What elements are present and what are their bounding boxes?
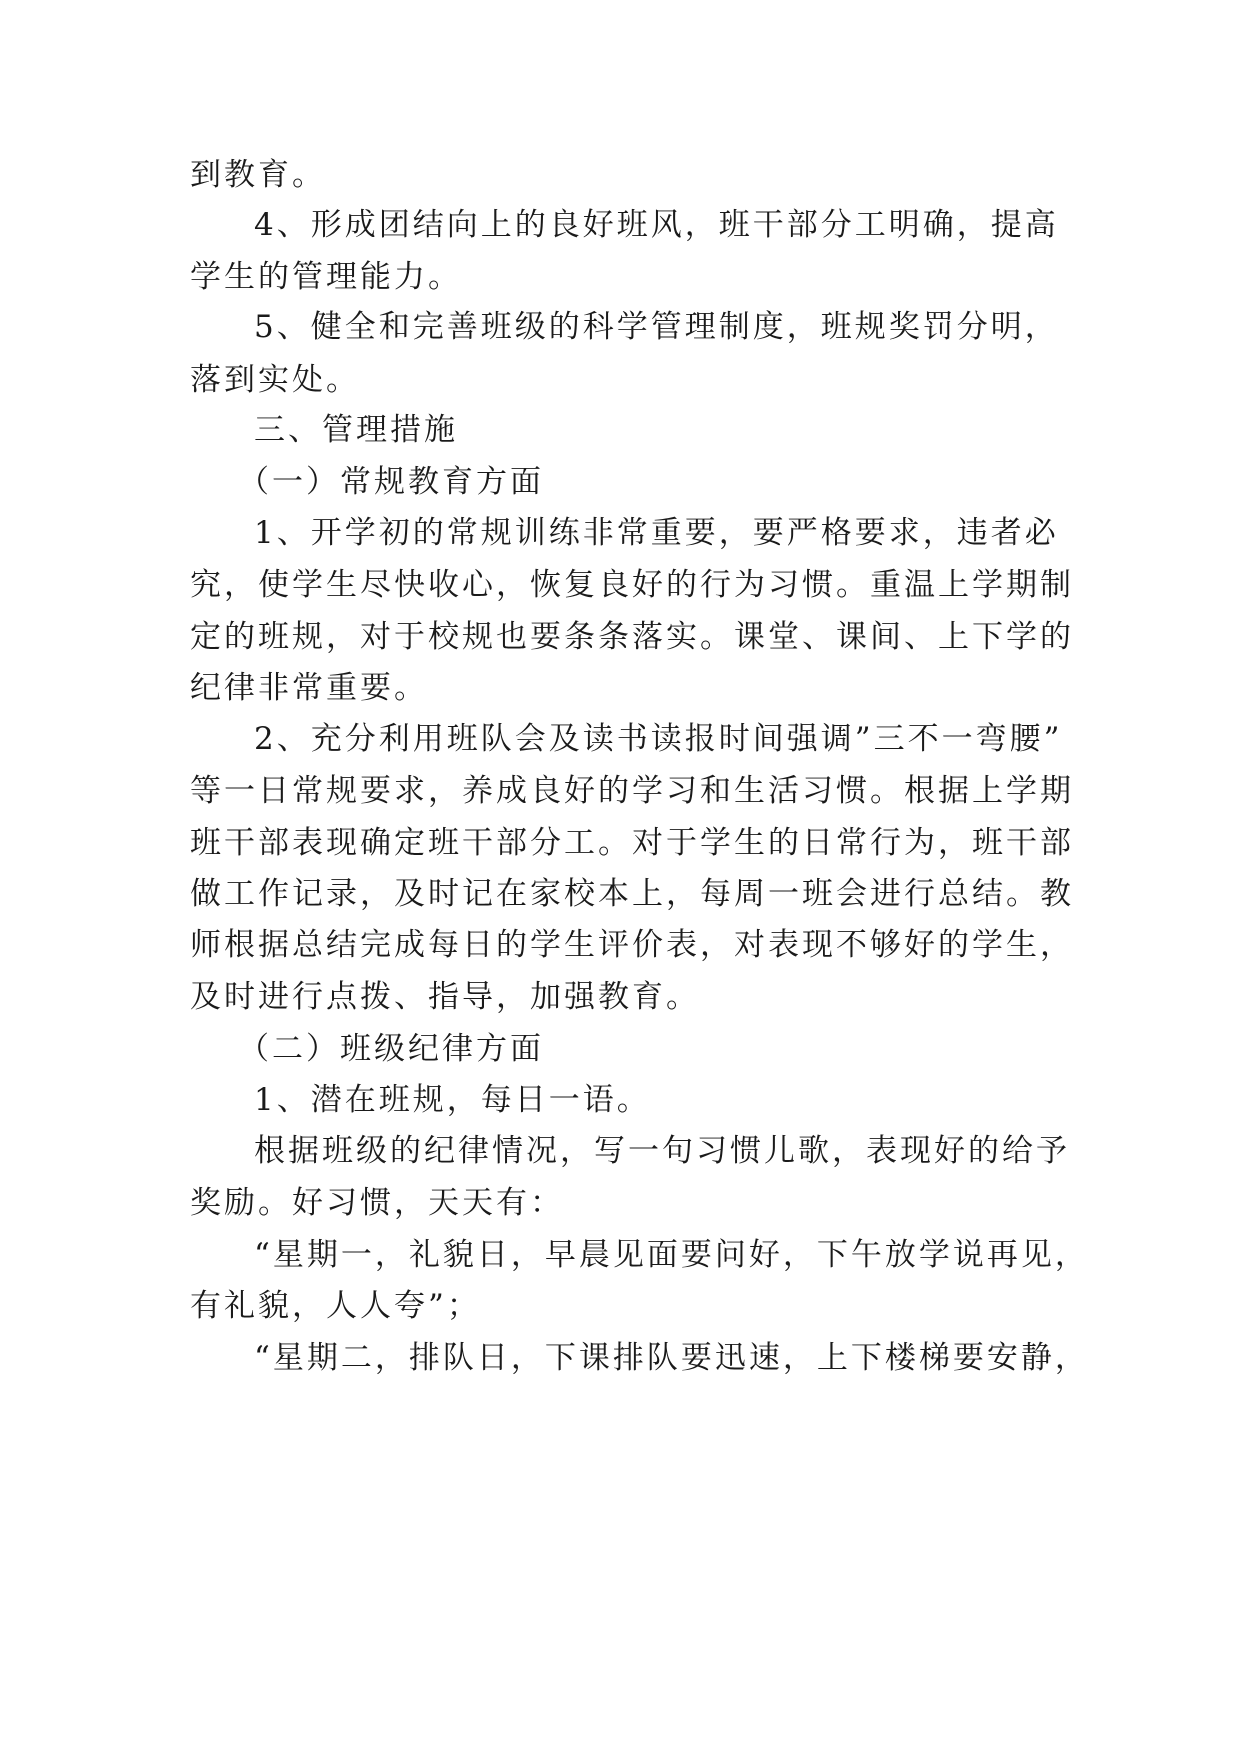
- text-line: 究，使学生尽快收心，恢复良好的行为习惯。重温上学期制: [190, 567, 1074, 603]
- text-line: “星期一，礼貌日，早晨见面要问好，下午放学说再见，: [254, 1237, 1089, 1273]
- text-line: 2、充分利用班队会及读书读报时间强调”三不一弯腰”: [254, 721, 1063, 757]
- text-line: 定的班规，对于校规也要条条落实。课堂、课间、上下学的: [190, 619, 1074, 655]
- section-heading: 三、管理措施: [254, 412, 458, 448]
- text-line: 班干部表现确定班干部分工。对于学生的日常行为，班干部: [190, 825, 1074, 861]
- text-line: 1、潜在班规，每日一语。: [254, 1082, 651, 1118]
- text-line: 5、健全和完善班级的科学管理制度，班规奖罚分明，: [254, 309, 1059, 345]
- text-line: 学生的管理能力。: [190, 259, 462, 295]
- text-line: 到教育。: [190, 157, 326, 193]
- text-line: 4、形成团结向上的良好班风，班干部分工明确，提高: [254, 207, 1059, 243]
- text-line: 有礼貌，人人夸”；: [190, 1288, 481, 1324]
- text-line: 及时进行点拨、指导，加强教育。: [190, 979, 700, 1015]
- text-line: 根据班级的纪律情况，写一句习惯儿歌，表现好的给予: [254, 1133, 1070, 1169]
- text-line: 纪律非常重要。: [190, 670, 428, 706]
- text-line: 等一日常规要求，养成良好的学习和生活习惯。根据上学期: [190, 773, 1074, 809]
- subsection-heading: （二）班级纪律方面: [238, 1031, 544, 1067]
- text-line: 1、开学初的常规训练非常重要，要严格要求，违者必: [254, 515, 1059, 551]
- text-line: 做工作记录，及时记在家校本上，每周一班会进行总结。教: [190, 876, 1074, 912]
- subsection-heading: （一）常规教育方面: [238, 464, 544, 500]
- text-line: 奖励。好习惯，天天有：: [190, 1185, 564, 1221]
- text-line: 师根据总结完成每日的学生评价表，对表现不够好的学生，: [190, 927, 1074, 963]
- text-line: 落到实处。: [190, 362, 360, 398]
- text-line: “星期二，排队日，下课排队要迅速，上下楼梯要安静，: [254, 1340, 1089, 1376]
